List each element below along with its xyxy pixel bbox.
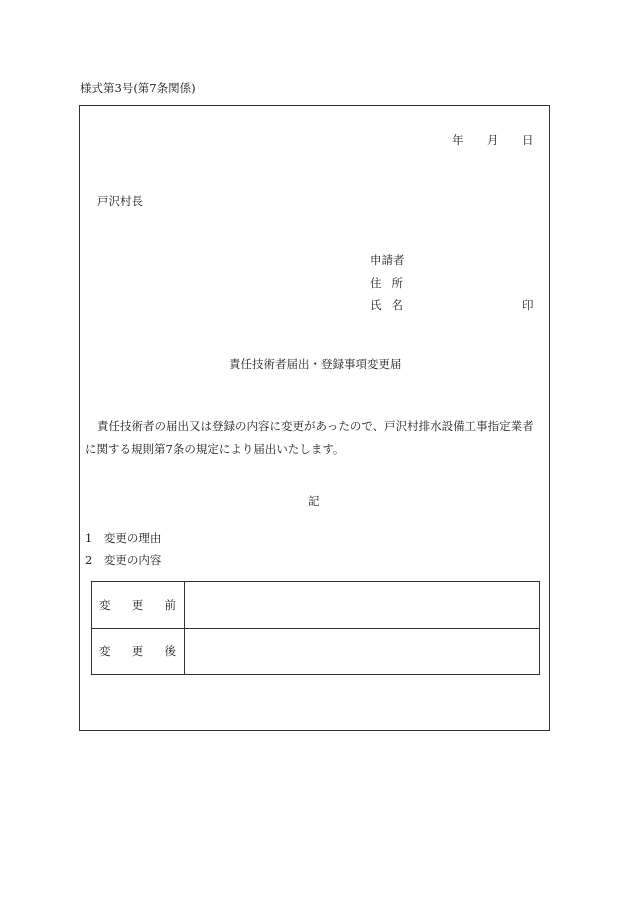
label-char: 更 bbox=[131, 597, 144, 612]
applicant-label: 申請者 bbox=[370, 253, 405, 267]
item-change-content: 2 変更の内容 bbox=[85, 553, 162, 567]
address-label: 住所 bbox=[370, 276, 413, 290]
label-char: 更 bbox=[131, 644, 144, 659]
label-char: 前 bbox=[164, 597, 176, 612]
document-title: 責任技術者届出・登録事項変更届 bbox=[229, 357, 402, 371]
seal-mark: 印 bbox=[522, 298, 534, 312]
body-text-line-1: 責任技術者の届出又は登録の内容に変更があったので、戸沢村排水設備工事指定業者 bbox=[97, 419, 534, 433]
label-char: 変 bbox=[99, 597, 111, 612]
label-char: 変 bbox=[99, 644, 111, 659]
label-cell-after bbox=[92, 628, 185, 675]
date-year-label: 年 bbox=[452, 133, 464, 147]
addressee: 戸沢村長 bbox=[97, 194, 143, 208]
date-month-label: 月 bbox=[487, 133, 499, 147]
ki-heading: 記 bbox=[308, 494, 320, 508]
label-cell-before bbox=[92, 582, 185, 629]
label-char: 後 bbox=[164, 644, 176, 659]
form-number-label: 様式第3号(第7条関係) bbox=[80, 81, 196, 95]
item-change-reason: 1 変更の理由 bbox=[85, 531, 162, 545]
table-row-after bbox=[92, 628, 540, 675]
change-table bbox=[91, 581, 540, 675]
body-text-line-2: に関する規則第7条の規定により届出いたします。 bbox=[85, 442, 345, 456]
date-day-label: 日 bbox=[522, 133, 534, 147]
value-cell-after[interactable] bbox=[185, 628, 540, 675]
table-row-before bbox=[92, 582, 540, 629]
name-label: 氏名 bbox=[370, 298, 413, 312]
value-cell-before[interactable] bbox=[185, 582, 540, 629]
